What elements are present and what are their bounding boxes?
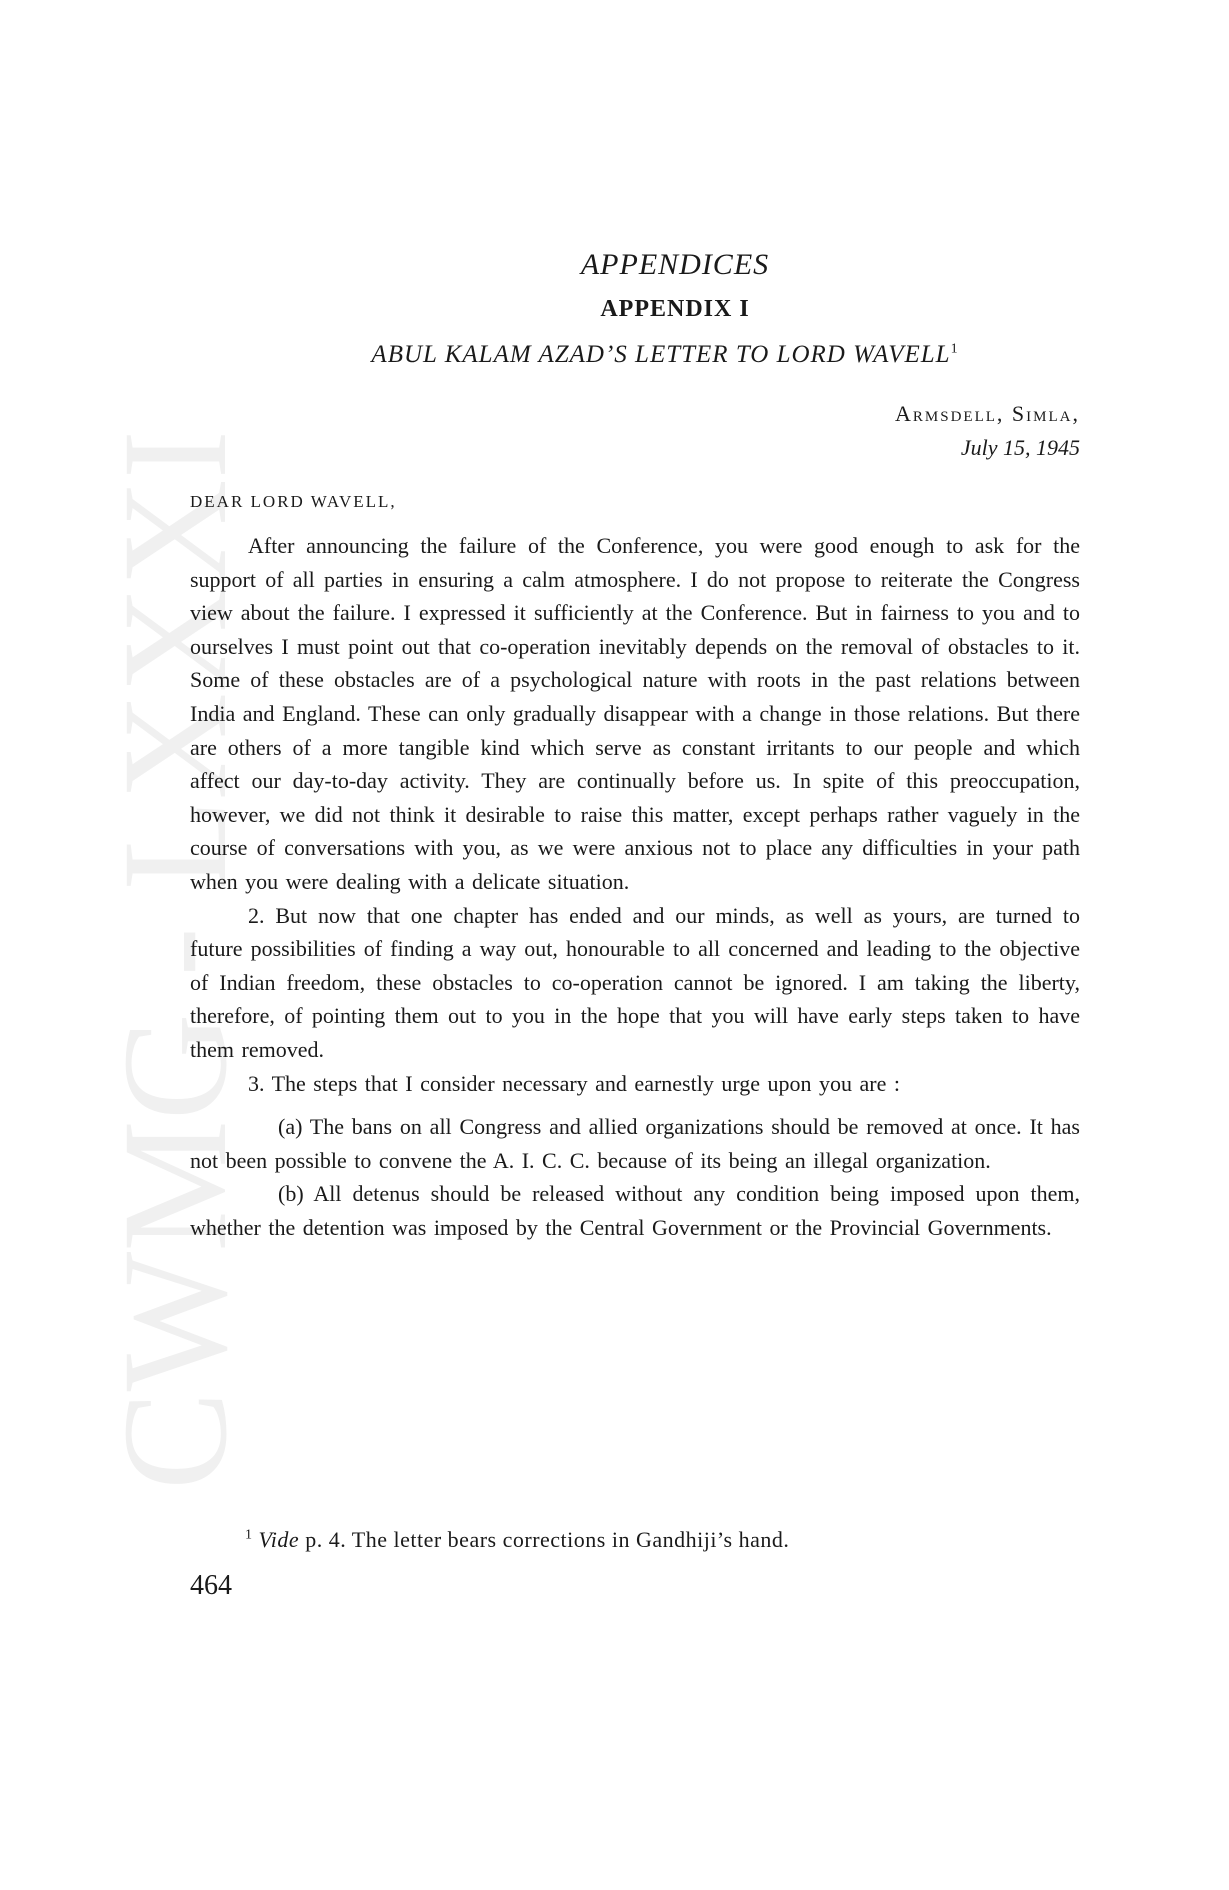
footnote-mark: 1: [245, 1527, 253, 1543]
document-page: [190, 248, 1080, 1244]
letter-title: [190, 341, 1080, 369]
section-heading: APPENDICES: [580, 248, 770, 281]
item-b: (b) All detenus should be released without any condition being imposed upon them, whether the detention was imposed by the Central Government or the Provincial Governments.: [190, 1181, 1080, 1240]
letter-place: Armsdell, Simla,: [895, 401, 1080, 426]
item-a: (a) The bans on all Congress and allied organizations should be removed at once. It has not been possible to convene the A. I. C. C. because of its being an illegal organization.: [190, 1114, 1080, 1173]
footnote-vide: Vide: [258, 1527, 300, 1552]
title-footnote-mark: 1: [950, 341, 959, 357]
page-number: 464: [190, 1570, 232, 1601]
letter-title-text: ABUL KALAM AZAD’S LETTER TO LORD WAVELL: [371, 341, 951, 368]
appendix-heading: APPENDIX I: [600, 296, 750, 322]
watermark-text: CWMG LXXXI: [120, 420, 250, 1490]
paragraph-2: 2. But now that one chapter has ended and our minds, as well as yours, are turned to future possibilities of finding a way out, honourable to all concerned and leading to the objective of Indian freedom, these obstacles to co-operation cannot be ignored. I am taking the liberty, therefore, of pointing them out to you in the hope that you will have early steps taken to have them removed.: [190, 902, 1080, 1062]
salutation: DEAR LORD WAVELL,: [190, 492, 397, 511]
footnote: [245, 1527, 789, 1553]
paragraph-3: 3. The steps that I consider necessary and earnestly urge upon you are :: [248, 1070, 900, 1096]
letter-date: July 15, 1945: [960, 435, 1080, 460]
paragraph-1: After announcing the failure of the Conference, you were good enough to ask for the support of all parties in ensuring a calm atmosphere. I do not propose to reiterate the Congress view about the failure. I expressed it sufficiently at the Conference. But in fairness to you and to ourselves I must point out that co-operation inevitably depends on the removal of obstacles to it. Some of these obstacles are of a psychological nature with roots in the past relations between India and England. These can only gradually disappear with a change in those relations. But there are others of a more tangible kind which serve as constant irritants to our people and which affect our day-to-day activity. They are continually before us. In spite of this preoccupation, however, we did not think it desirable to raise this matter, except perhaps rather vaguely in the course of conversations with you, as we were anxious not to place any difficulties in your path when you were dealing with a delicate situation.: [190, 533, 1080, 894]
footnote-text: p. 4. The letter bears corrections in Gandhiji’s hand.: [299, 1527, 790, 1552]
